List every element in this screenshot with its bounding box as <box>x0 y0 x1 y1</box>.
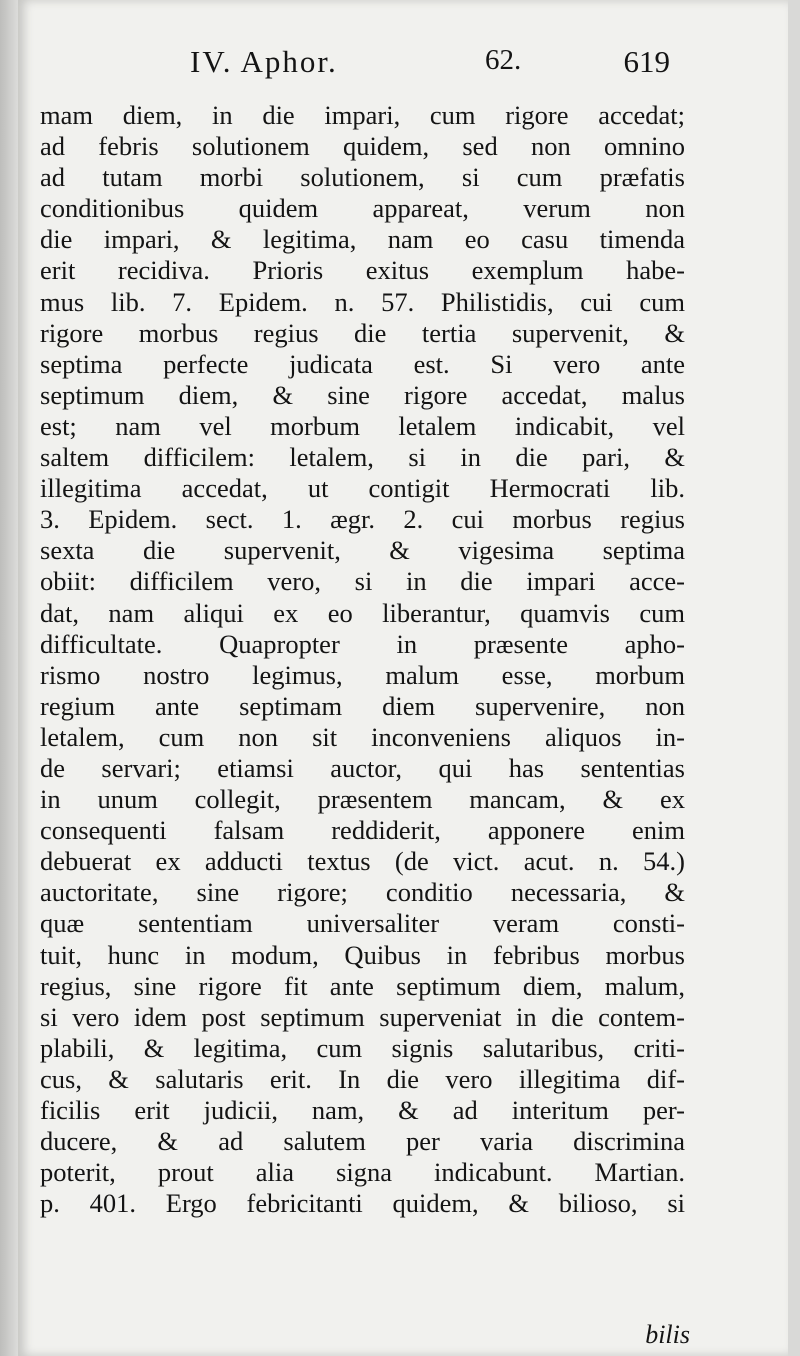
text-line: 3. Epidem. sect. 1. ægr. 2. cui morbus regius <box>40 504 685 535</box>
text-line: debuerat ex adducti textus (de vict. acut. n. 54.) <box>40 846 685 877</box>
text-line: difficultate. Quapropter in præsente apho- <box>40 628 685 659</box>
text-line: poterit, prout alia signa indicabunt. Martian. <box>40 1157 685 1188</box>
text-line: est; nam vel morbum letalem indicabit, vel <box>40 410 685 441</box>
text-line: septima perfecte judicata est. Si vero ante <box>40 348 685 379</box>
text-line: tuit, hunc in modum, Quibus in febribus morbus <box>40 939 685 970</box>
text-line: de servari; etiamsi auctor, qui has sententias <box>40 752 685 783</box>
text-line: si vero idem post septimum superveniat in die contem- <box>40 1001 685 1032</box>
text-line: auctoritate, sine rigore; conditio necessaria, & <box>40 877 685 908</box>
text-line: p. 401. Ergo febricitanti quidem, & bilioso, si <box>40 1188 685 1219</box>
text-line: sexta die supervenit, & vigesima septima <box>40 535 685 566</box>
header-section: IV. Aphor. <box>190 44 338 79</box>
text-line: ad febris solutionem quidem, sed non omnino <box>40 131 685 162</box>
text-line: plabili, & legitima, cum signis salutaribus, criti- <box>40 1032 685 1063</box>
header-aphorism-number: 62. <box>485 44 522 76</box>
text-line: regium ante septimam diem supervenire, non <box>40 690 685 721</box>
text-line: die impari, & legitima, nam eo casu timenda <box>40 224 685 255</box>
text-line: dat, nam aliqui ex eo liberantur, quamvis cum <box>40 597 685 628</box>
text-line: erit recidiva. Prioris exitus exemplum habe- <box>40 255 685 286</box>
page-number: 619 <box>623 44 670 79</box>
text-line: ficilis erit judicii, nam, & ad interitum per- <box>40 1095 685 1125</box>
body-text <box>40 100 685 1219</box>
text-line: ducere, & ad salutem per varia discrimina <box>40 1126 685 1157</box>
text-line: mus lib. 7. Epidem. n. 57. Philistidis, cui cum <box>40 286 685 317</box>
text-line: rigore morbus regius die tertia supervenit, & <box>40 317 685 348</box>
text-line: in unum collegit, præsentem mancam, & ex <box>40 784 685 815</box>
text-line: obiit: difficilem vero, si in die impari acce- <box>40 566 685 597</box>
text-line: consequenti falsam reddiderit, apponere enim <box>40 815 685 846</box>
text-line: rismo nostro legimus, malum esse, morbum <box>40 659 685 690</box>
text-line: cus, & salutaris erit. In die vero illegitima dif- <box>40 1063 685 1094</box>
text-line: saltem difficilem: letalem, si in die pari, & <box>40 442 685 473</box>
text-line: illegitima accedat, ut contigit Hermocrati lib. <box>40 473 685 504</box>
text-line: quæ sententiam universaliter veram consti- <box>40 908 685 939</box>
text-line: regius, sine rigore fit ante septimum diem, malum, <box>40 970 685 1001</box>
running-header <box>190 44 690 84</box>
text-line: letalem, cum non sit inconveniens aliquos in- <box>40 721 685 752</box>
catchword: bilis <box>645 1320 690 1349</box>
text-line: conditionibus quidem appareat, verum non <box>40 193 685 224</box>
text-line: septimum diem, & sine rigore accedat, malus <box>40 379 685 410</box>
text-line: ad tutam morbi solutionem, si cum præfatis <box>40 162 685 193</box>
text-line: mam diem, in die impari, cum rigore accedat; <box>40 100 685 130</box>
page-edge <box>0 0 18 1356</box>
